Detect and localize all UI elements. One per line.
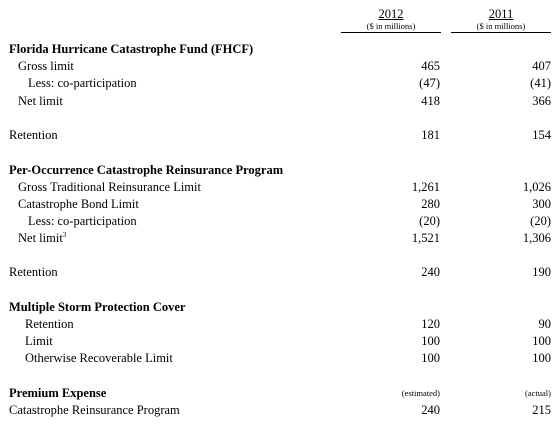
unit-2012: ($ in millions): [341, 21, 441, 33]
table-row: Less: co-participation (20) (20): [28, 214, 551, 228]
column-header-2011: [451, 7, 551, 33]
table-row: Retention 181 154: [9, 128, 551, 142]
footnote-marker: 3: [62, 230, 67, 239]
section-title-per-occurrence: Per-Occurrence Catastrophe Reinsurance Program: [9, 163, 284, 177]
year-2011: 2011: [488, 7, 514, 21]
note-actual: (actual): [525, 388, 551, 398]
table-row: Catastrophe Reinsurance Program 240 215: [9, 403, 551, 417]
table-row: Net limit$^3$ 1,521 1,306: [18, 230, 551, 245]
table-row: Limit 100 100: [25, 334, 551, 348]
table-row: Otherwise Recoverable Limit 100 100: [25, 351, 551, 365]
year-2012: 2012: [378, 7, 404, 21]
table-row: Gross limit 465 407: [18, 59, 551, 73]
table-row: Catastrophe Bond Limit 280 300: [18, 197, 551, 211]
section-title-multiple-storm: Multiple Storm Protection Cover: [9, 300, 186, 314]
table-row: Retention 240 190: [9, 265, 551, 279]
unit-2011: ($ in millions): [451, 21, 551, 33]
table-row: Net limit 418 366: [18, 94, 551, 108]
table-row: Retention 120 90: [25, 317, 551, 331]
table-row: Less: co-participation (47) (41): [28, 76, 551, 90]
table-row: Gross Traditional Reinsurance Limit 1,261 1,026: [18, 180, 551, 194]
section-title-fhcf: Florida Hurricane Catastrophe Fund (FHCF): [9, 42, 254, 56]
section-title-premium: Premium Expense (estimated) (actual): [9, 386, 551, 400]
note-estimated: (estimated): [401, 388, 440, 398]
column-header-2012: [341, 7, 441, 33]
